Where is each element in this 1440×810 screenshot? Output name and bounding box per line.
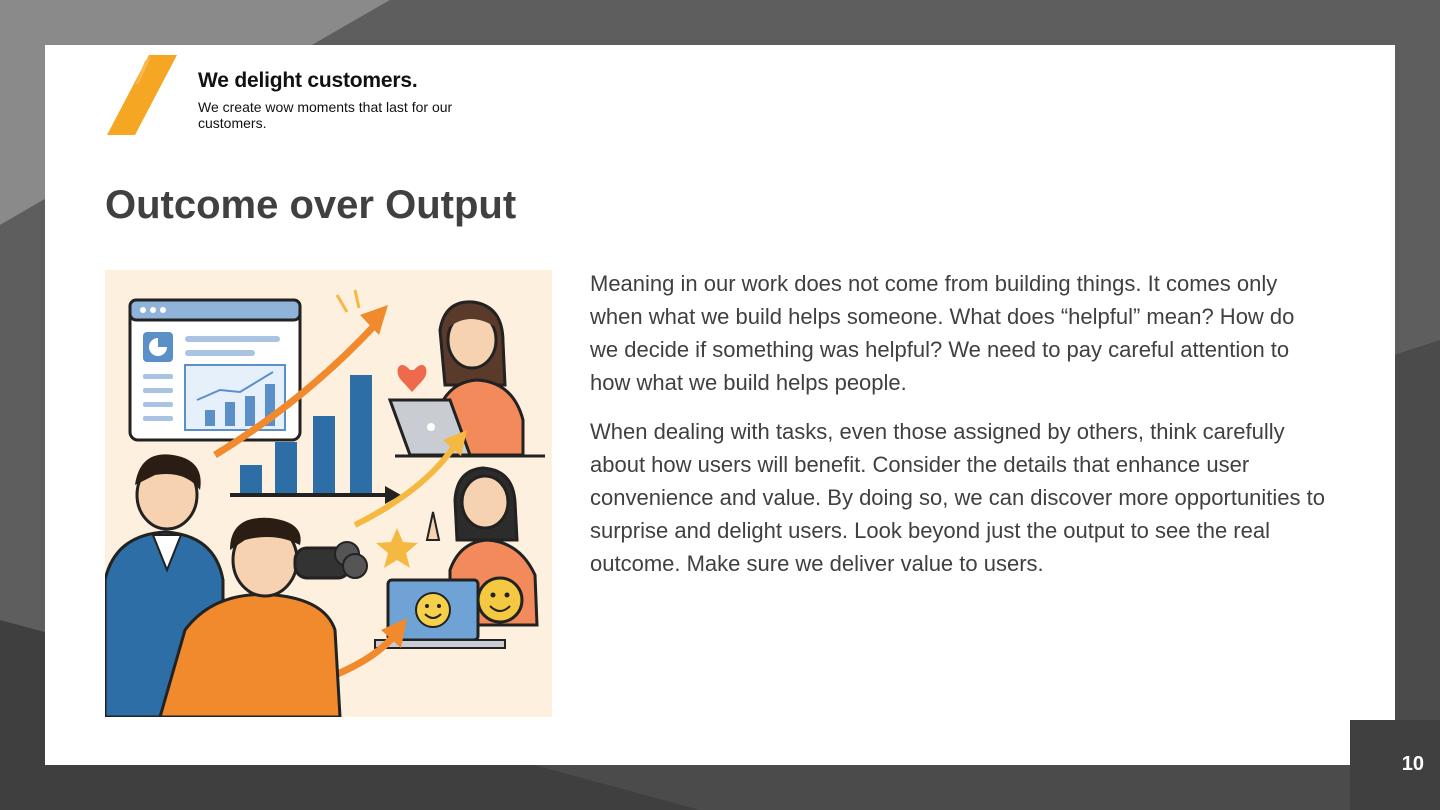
tagline-title: We delight customers. [198,69,418,92]
team-growth-illustration [105,270,552,717]
tagline-subtitle: We create wow moments that last for our customers. [198,99,453,131]
orange-slash-logo-icon [105,55,177,135]
paragraph-1: Meaning in our work does not come from building things. It comes only when what we build helps someone. What does “helpful” mean? How do we decide if something was helpful? We need to pay careful attention to how what we build helps people. [590,271,1295,395]
illustration-graphic [105,270,552,717]
page-number-box [1350,720,1440,810]
body-text [590,267,1325,580]
slide-title: Outcome over Output [105,183,517,227]
page-number: 10 [1401,753,1424,775]
paragraph-2: When dealing with tasks, even those assigned by others, think carefully about how users will benefit. Consider the details that enhance user convenience and value. By doing so, we can discover more opportunities to surprise and delight users. Look beyond just the output to see the real outcome. Make sure we deliver value to users. [590,419,1325,576]
slide-card [45,45,1395,765]
